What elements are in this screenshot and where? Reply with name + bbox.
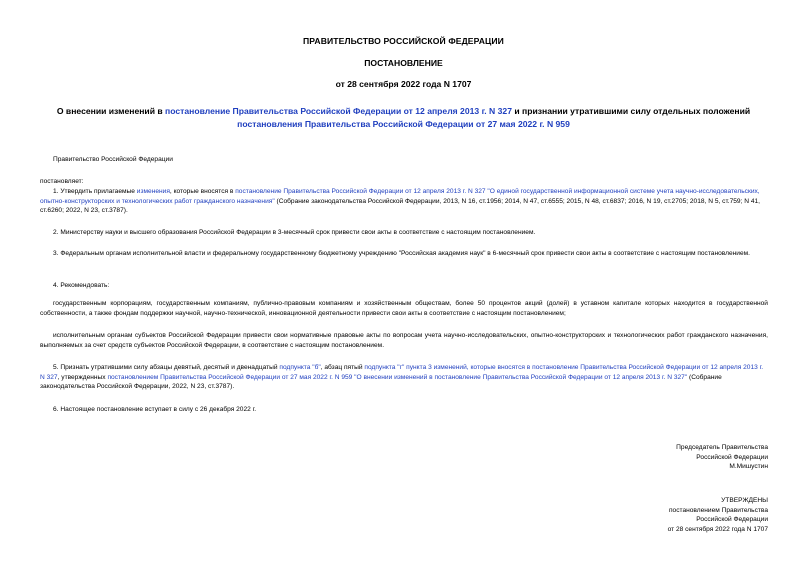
title-text: и признании утратившими силу отдельных положений: [512, 106, 751, 116]
signature-position: Председатель Правительства: [676, 444, 768, 451]
p1-text: (Собрание законодательства Российской Федерации, 2013, N 16, ст.1956; 2014, N 47, ст.6555; 2015, N 48, ст.6837; 2016, N 19, ст.2705; 2018, N 5, ст.759; N 41, ст.6260; 2022, N 23, ст.3787).: [40, 197, 760, 215]
title-link-resolution-327[interactable]: постановление Правительства Российской Федерации от 12 апреля 2013 г. N 327: [165, 106, 512, 116]
document-title: [40, 105, 767, 130]
p1-text: 1. Утвердить прилагаемые: [53, 188, 137, 195]
paragraph-3: 3. Федеральным органам исполнительной власти и федеральному государственному бюджетному учреждению "Российская академия наук" в 6-месячный срок привести свои акты в соответствие с настоящим постановлением.: [53, 250, 750, 257]
approval-line: Российской Федерации: [696, 516, 768, 524]
p5-text: (Собрание законодательства Российской Федерации, 2022, N 23, ст.3787).: [40, 373, 722, 391]
title-text: О внесении изменений в: [56, 106, 166, 116]
document-type: ПОСТАНОВЛЕНИЕ: [364, 58, 443, 68]
paragraph-4: 4. Рекомендовать:: [53, 282, 110, 289]
p1-link-changes[interactable]: изменения: [136, 188, 170, 195]
p1-link-resolution-327[interactable]: постановление Правительства Российской Федерации от 12 апреля 2013 г. N 327 "О единой государственной информационной системе учета научно-исследовательских, опытно-конструкторских и технологических работ гражданского назначения": [40, 188, 760, 205]
p1-text: , которые вносятся в: [169, 188, 236, 195]
p5-text: , утвержденных: [57, 373, 108, 381]
p5-text: 5. Признать утратившими силу абзацы девятый, десятый и двенадцатый: [53, 364, 280, 371]
document-date-number: от 28 сентября 2022 года N 1707: [335, 79, 472, 89]
intro-text: Правительство Российской Федерации: [53, 156, 173, 163]
paragraph-1: [40, 187, 768, 216]
approval-block: [668, 496, 768, 534]
p5-link-subparagraph-g[interactable]: подпункта "г" пункта 3 изменений, которые вносятся в постановление Правительства Российской Федерации от 12 апреля 2013 г. N 327: [40, 364, 764, 381]
signature-block: [676, 443, 768, 472]
paragraph-2: 2. Министерству науки и высшего образования Российской Федерации в 3-месячный срок привести свои акты в соответствие с настоящим постановлением.: [53, 229, 536, 236]
paragraph-6: 6. Настоящее постановление вступает в силу с 26 декабря 2022 г.: [53, 406, 257, 413]
title-link-resolution-959[interactable]: постановления Правительства Российской Федерации от 27 мая 2022 г. N 959: [237, 118, 570, 129]
signature-position-org: Российской Федерации: [696, 453, 768, 461]
approval-date: от 28 сентября 2022 года N 1707: [667, 525, 768, 533]
approval-line: постановлением Правительства: [668, 506, 768, 514]
p5-link-subparagraph-b[interactable]: подпункта "б": [279, 364, 321, 371]
signature-name: М.Мишустин: [729, 463, 768, 471]
paragraph-4b: исполнительным органам субъектов Российской Федерации привести свои нормативные правовые акты по вопросам учета научно-исследовательских, опытно-конструкторских и технологических работ гражданского назначения, выполняемых за счет средств субъектов Российской Федерации, в соответствие с настоящим постановлением.: [40, 332, 768, 349]
decides-text: постановляет:: [40, 178, 84, 185]
government-heading: ПРАВИТЕЛЬСТВО РОССИЙСКОЙ ФЕДЕРАЦИИ: [303, 36, 504, 46]
paragraph-4a: государственным корпорациям, государственным компаниям, публично-правовым компаниям и хозяйственным обществам, более 50 процентов акций (долей) в уставном капитале которых находится в государственной собственности, а также фондам поддержки научной, научно-технической, инновационной деятельности привести свои акты в соответствие с настоящим постановлением;: [40, 300, 768, 317]
approval-heading: УТВЕРЖДЕНЫ: [721, 497, 768, 504]
p5-text: , абзац пятый: [320, 364, 365, 371]
paragraph-5: [40, 363, 768, 392]
p5-link-resolution-959[interactable]: постановлением Правительства Российской Федерации от 27 мая 2022 г. N 959 "О внесении изменений в постановление Правительства Российской Федерации от 12 апреля 2013 г. N 327": [107, 373, 688, 381]
